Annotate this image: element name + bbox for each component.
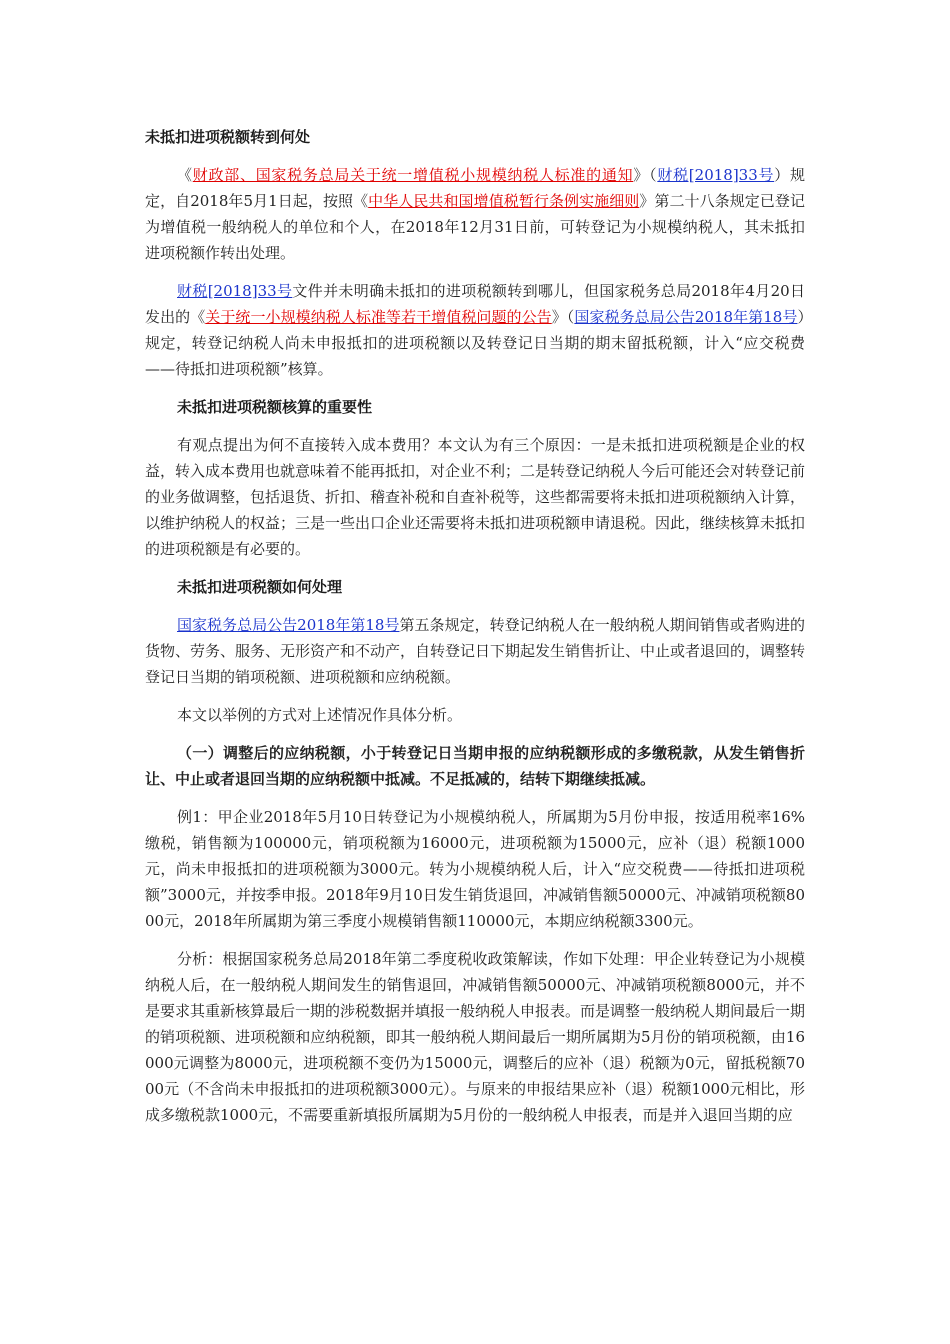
page-title: 未抵扣进项税额转到何处: [145, 128, 311, 146]
paragraph-text: 第五条规定，转登记纳税人在一般纳税人期间销售或者购进的货物、劳务、服务、无形资产和不动产，自转登记日下期起发生销售折让、中止或者退回的，调整转登记日当期的销项税额、进项税额和应纳税额。: [145, 616, 806, 686]
paragraph-text: 《: [177, 166, 193, 184]
paragraph-case-one-heading: （一）调整后的应纳税额，小于转登记日当期申报的应纳税额形成的多缴税款，从发生销售折让、中止或者退回当期的应纳税额中抵减。不足抵减的，结转下期继续抵减。: [145, 744, 805, 788]
paragraph-importance: 有观点提出为何不直接转入成本费用？本文认为有三个原因：一是未抵扣进项税额是企业的权益，转入成本费用也就意味着不能再抵扣，对企业不利；二是转登记纳税人今后可能还会对转登记前的业务做调整，包括退货、折扣、稽查补税和自查补税等，这些都需要将未抵扣进项税额纳入计算，以维护纳税人的权益；三是一些出口企业还需要将未抵扣进项税额申请退税。因此，继续核算未抵扣的进项税额是有必要的。: [145, 436, 806, 558]
paragraph-text: ）规定，转登记纳税人尚未申报抵扣的进项税额以及转登记日当期的期末留抵税额，计入“应交税费——待抵扣进项税额”核算。: [145, 308, 805, 378]
link-announcement-title[interactable]: 关于统一小规模纳税人标准等若干增值税问题的公告: [205, 308, 552, 326]
link-announcement-2018-18[interactable]: 国家税务总局公告2018年第18号: [574, 308, 798, 326]
document-page: [145, 124, 805, 1140]
paragraph-text: 文件并未明确未抵扣的进项税额转到哪儿，但国家税务总局2018年4月20日发出的《: [145, 282, 806, 326]
paragraph-announcement: [145, 278, 805, 382]
paragraph-text: ）规定，自2018年5月1日起，按照《: [145, 166, 805, 210]
section-heading-handling: 未抵扣进项税额如何处理: [177, 578, 343, 596]
section-heading-importance: 未抵扣进项税额核算的重要性: [177, 398, 373, 416]
paragraph-article-five: [145, 612, 805, 690]
link-notice-title[interactable]: 财政部、国家税务总局关于统一增值税小规模纳税人标准的通知: [192, 166, 634, 184]
paragraph-example-one: 例1：甲企业2018年5月10日转登记为小规模纳税人，所属期为5月份申报，按适用税率16%缴税，销售额为100000元，销项税额为16000元，进项税额为15000元，应补（退）税额1000元，尚未申报抵扣的进项税额为3000元。转为小规模纳税人后，计入“应交税费——待抵扣进项税额”3000元，并按季申报。2018年9月10日发生销货退回，冲减销售额50000元、冲减销项税额8000元，2018年所属期为第三季度小规模销售额110000元，本期应纳税额3300元。: [145, 808, 805, 930]
link-caishui-2018-33[interactable]: 财税[2018]33号: [657, 166, 775, 184]
paragraph-policy-notice: [145, 162, 805, 266]
link-vat-regulation-rules[interactable]: 中华人民共和国增值税暂行条例实施细则: [368, 192, 640, 210]
paragraph-text: 》第二十八条规定已登记为增值税一般纳税人的单位和个人，在2018年12月31日前，可转登记为小规模纳税人，其未抵扣进项税额作转出处理。: [145, 192, 805, 262]
link-announcement-2018-18[interactable]: 国家税务总局公告2018年第18号: [177, 616, 400, 634]
link-caishui-2018-33[interactable]: 财税[2018]33号: [177, 282, 293, 300]
paragraph-text: 》（: [633, 166, 658, 184]
paragraph-intro-example: 本文以举例的方式对上述情况作具体分析。: [177, 706, 463, 724]
paragraph-text: 》（: [551, 308, 575, 326]
paragraph-analysis: 分析：根据国家税务总局2018年第二季度税收政策解读，作如下处理：甲企业转登记为小规模纳税人后，在一般纳税人期间发生的销售退回，冲减销售额50000元、冲减销项税额8000元，并不是要求其重新核算最后一期的涉税数据并填报一般纳税人申报表。而是调整一般纳税人期间最后一期的销项税额、进项税额和应纳税额，即其一般纳税人期间最后一期所属期为5月份的销项税额，由16000元调整为8000元，进项税额不变仍为15000元，调整后的应补（退）税额为0元，留抵税额7000元（不含尚未申报抵扣的进项税额3000元）。与原来的申报结果应补（退）税额1000元相比，形成多缴税款1000元，不需要重新填报所属期为5月份的一般纳税人申报表，而是并入退回当期的应: [145, 950, 806, 1124]
